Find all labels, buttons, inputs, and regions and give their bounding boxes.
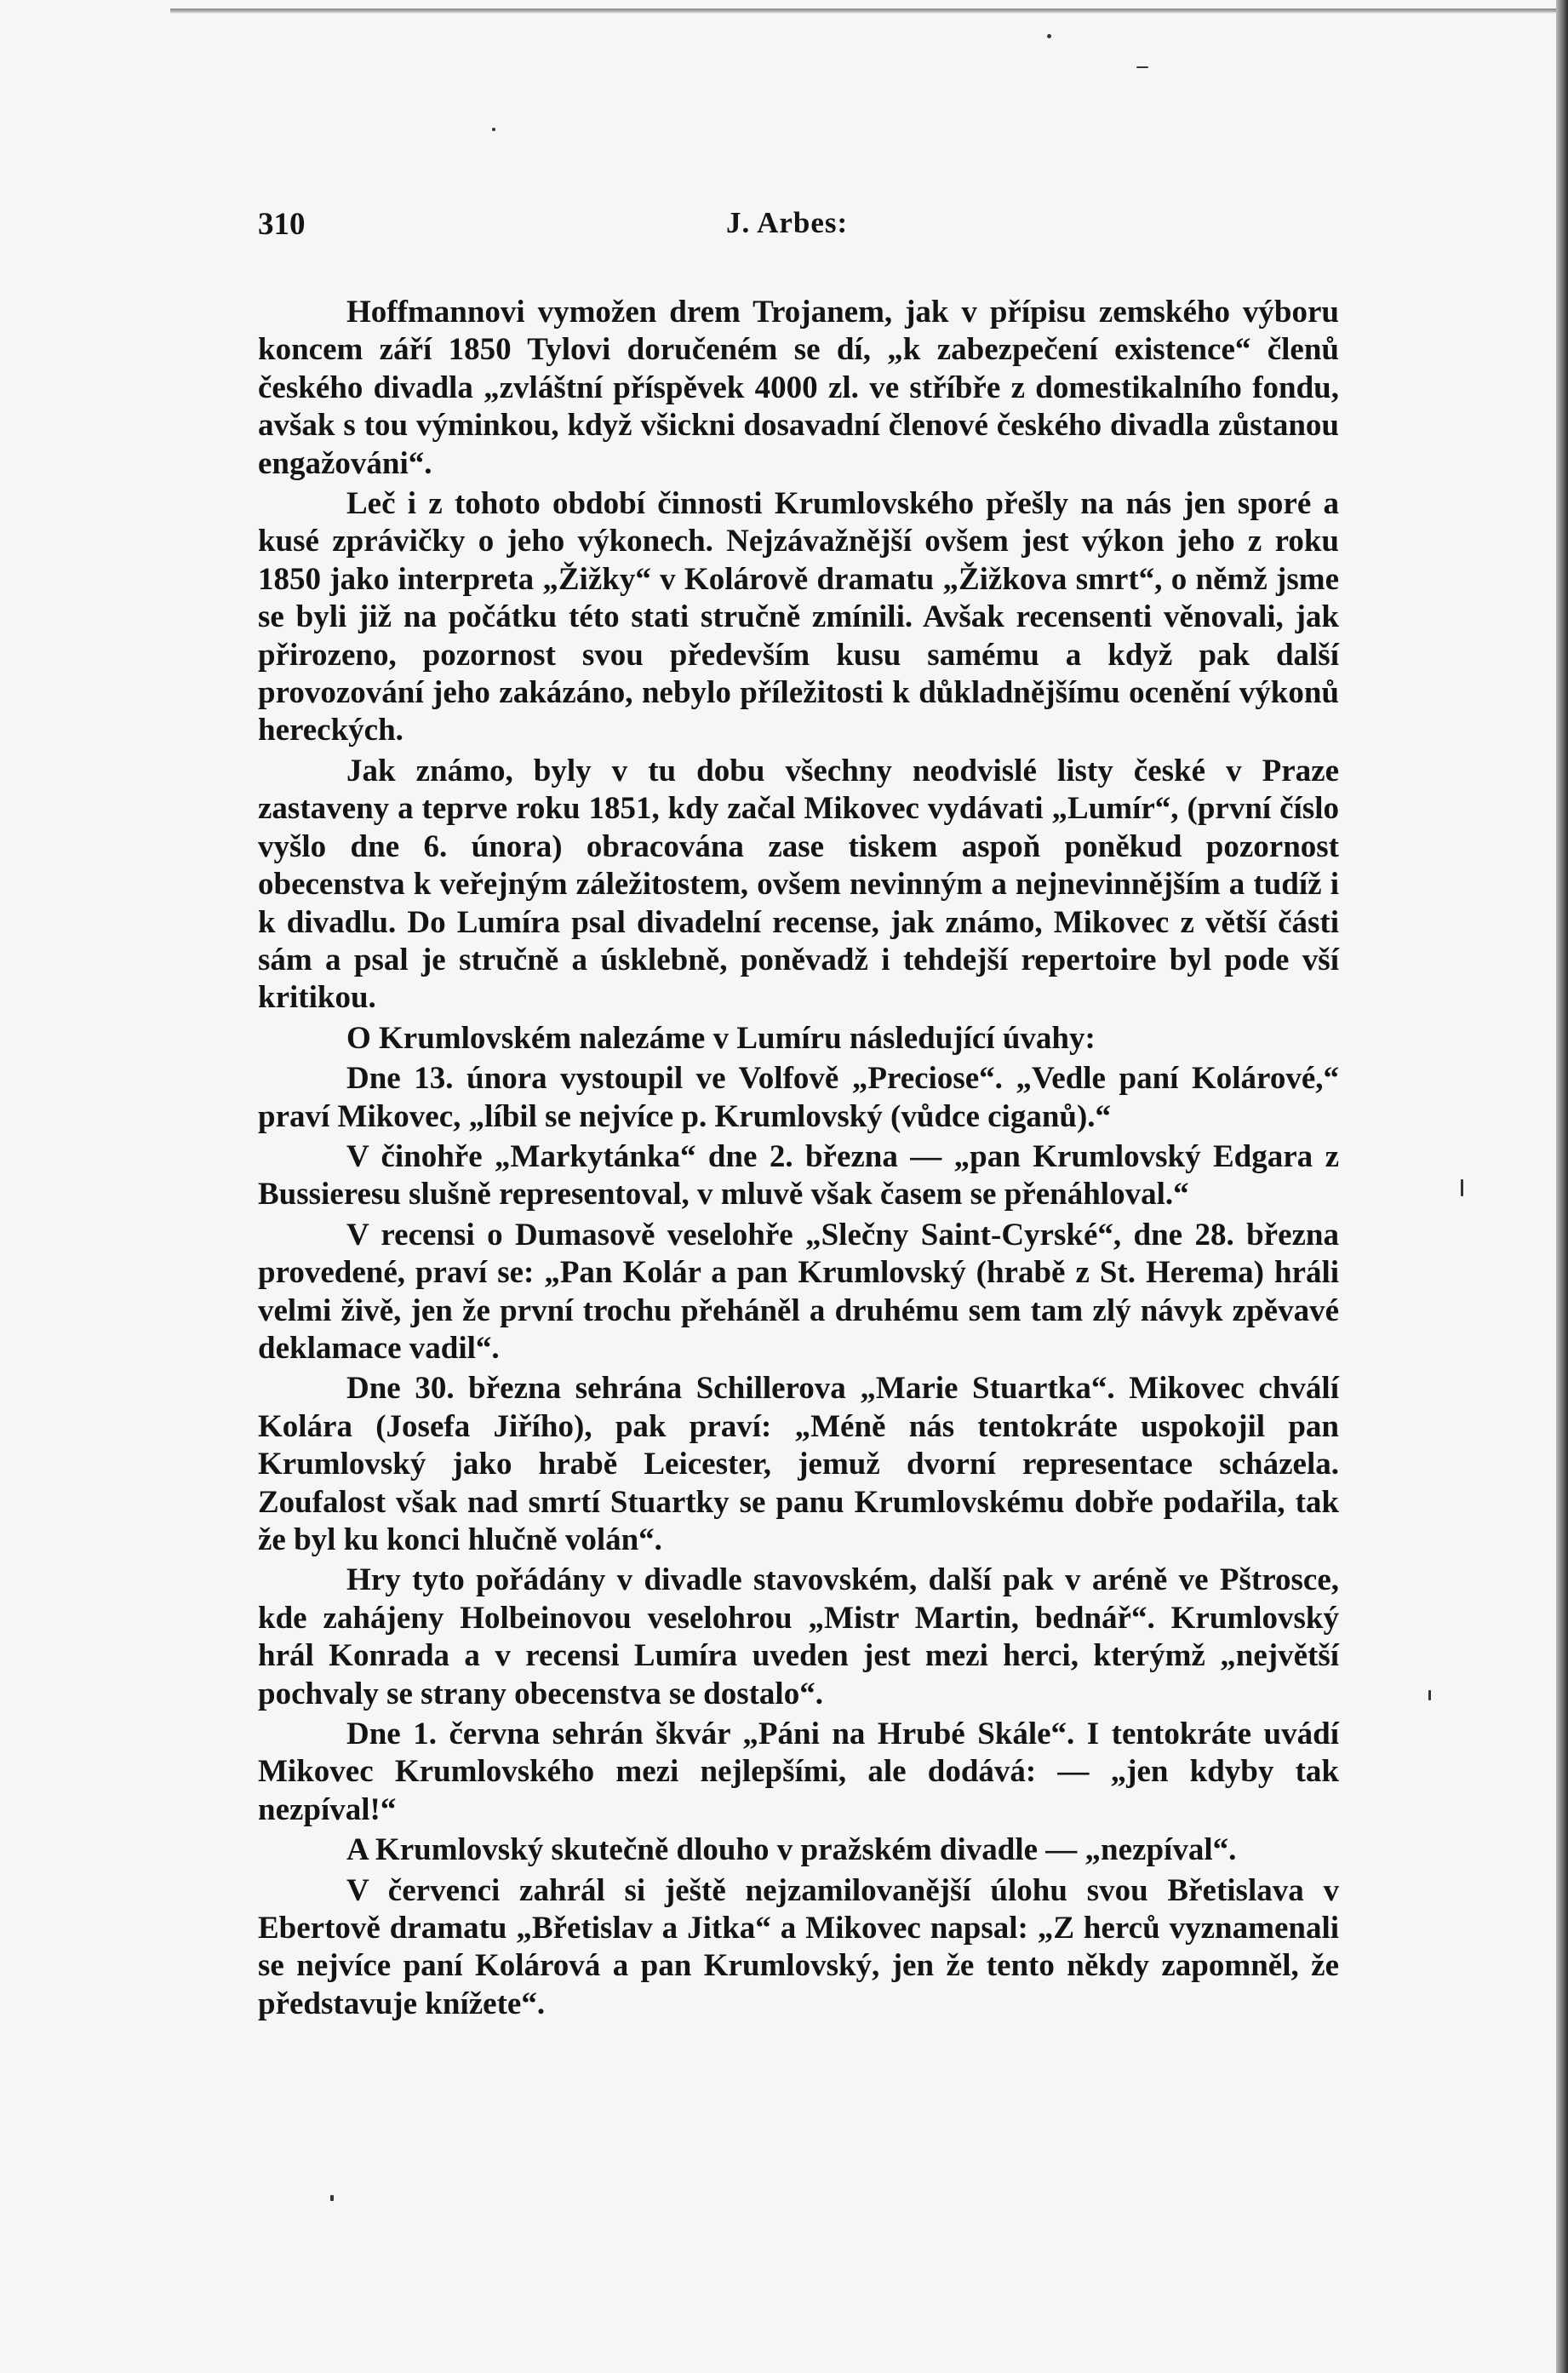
paragraph: Leč i z tohoto období činnosti Krumlovského přešly na nás jen sporé a kusé zprávičky o jeho výkonech. Nejzávažnější ovšem jest výkon jeho z roku 1850 jako interpreta „Žižky“ v Kolárově dramatu „Žižkova smrt“, o němž jsme se byli již na počátku této stati stručně zmínili. Avšak recensenti věnovali, jak přirozeno, pozornost svou především kusu samému a když pak další provozování jeho zakázáno, nebylo příležitosti k důkladnějšímu ocenění výkonů hereckých. (258, 486, 1339, 748)
scan-speck (330, 2195, 334, 2201)
running-head: J. Arbes: (726, 206, 849, 239)
paragraph: Dne 13. února vystoupil ve Volfově „Preciose“. „Vedle paní Kolárové,“ praví Mikovec, „líbil se nejvíce p. Krumlovský (vůdce ciganů).“ (258, 1061, 1339, 1134)
paragraph: Dne 30. března sehrána Schillerova „Marie Stuartka“. Mikovec chválí Kolára (Josefa Jiřího), pak praví: „Méně nás tentokráte uspokojil pan Krumlovský jako hrabě Leicester, jemuž dvorní representace scházela. Zoufalost však nad smrtí Stuartky se panu Krumlovskému dobře podařila, tak že byl ku konci hlučně volán“. (258, 1371, 1339, 1557)
page-number: 310 (258, 207, 306, 242)
paragraph: V červenci zahrál si ještě nejzamilovanější úlohu svou Břetislava v Ebertově dramatu „Břetislav a Jitka“ a Mikovec napsal: „Z herců vyznamenali se nejvíce paní Kolárová a pan Krumlovský, jen že tento někdy zapomněl, že představuje knížete“. (258, 1872, 1339, 2021)
scan-speck (1047, 34, 1051, 38)
paragraph: O Krumlovském nalezáme v Lumíru následující úvahy: (346, 1020, 1096, 1056)
scan-speck (1461, 1179, 1463, 1196)
page-binding-edge (1556, 0, 1568, 2373)
scan-speck (1136, 66, 1148, 68)
paragraph: Jak známo, byly v tu dobu všechny neodvislé listy české v Praze zastaveny a teprve roku 1851, kdy začal Mikovec vydávati „Lumír“, (první číslo vyšlo dne 6. února) obracována zase tiskem aspoň poněkud pozornost obecenstva k veřejným záležitostem, ovšem nevinným a nejnevinnějším a tudíž i k divadlu. Do Lumíra psal divadelní recense, jak známo, Mikovec z větší části sám a psal je stručně a úsklebně, poněvadž i tehdejší repertoire byl pode vší kritikou. (258, 753, 1339, 1016)
paragraph: V činohře „Markytánka“ dne 2. března — „pan Krumlovský Edgara z Bussieresu slušně representoval, v mluvě však časem se přenáhloval.“ (258, 1138, 1339, 1212)
paragraph: A Krumlovský skutečně dlouho v pražském divadle — „nezpíval“. (346, 1832, 1237, 1868)
page-top-edge-shadow (170, 9, 1556, 14)
scan-speck (492, 128, 495, 131)
paragraph: Hoffmannovi vymožen drem Trojanem, jak v přípisu zemského výboru koncem září 1850 Tylovi doručeném se dí, „k zabezpečení existence“ členů českého divadla „zvláštní příspěvek 4000 zl. ve stříbře z domestikalního fondu, avšak s tou výminkou, když všickni dosavadní členové českého divadla zůstanou engažováni“. (258, 295, 1339, 481)
page-header (258, 206, 1339, 249)
paragraph: Dne 1. června sehrán škvár „Páni na Hrubé Skále“. I tentokráte uvádí Mikovec Krumlovského mezi nejlepšími, ale dodává: — „jen kdyby tak nezpíval!“ (258, 1717, 1339, 1827)
scan-speck (1428, 1690, 1431, 1700)
body-text (258, 294, 1339, 2026)
paragraph: Hry tyto pořádány v divadle stavovském, další pak v aréně ve Pštrosce, kde zahájeny Holbeinovou veselohrou „Mistr Martin, bednář“. Krumlovský hrál Konrada a v recensi Lumíra uveden jest mezi herci, kterýmž „největší pochvaly se strany obecenstva se dostalo“. (258, 1562, 1339, 1711)
paragraph: V recensi o Dumasově veselohře „Slečny Saint-Cyrské“, dne 28. března provedené, praví se: „Pan Kolár a pan Krumlovský (hrabě z St. Herema) hráli velmi živě, jen že první trochu přeháněl a druhému sem tam zlý návyk zpěvavé deklamace vadil“. (258, 1217, 1339, 1366)
